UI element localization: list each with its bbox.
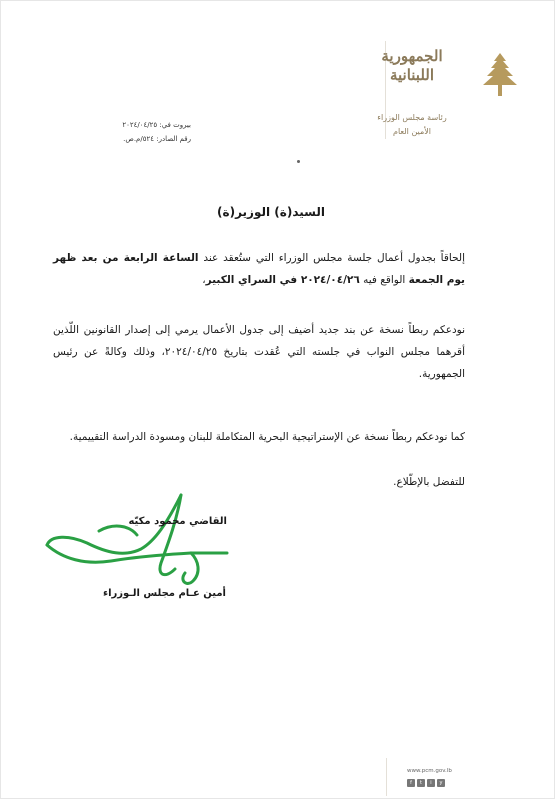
secretary-general-line: الأمين العام [392,127,432,136]
footer-divider [386,758,387,796]
social-icons [407,779,445,787]
paragraph-2: نودعكم ربطاً نسخة عن بند جديد أضيف إلى جدول الأعمال يرمي إلى إصدار القانونين اللّذين أقرهما مجلس النواب في جلسته التي عُقدت بتاريخ ٢٠٢٤/٠٤/٢٥، وذلك وكالةً عن رئيس الجمهورية. [53,324,465,380]
republic-line-1: الجمهورية [381,47,443,65]
paragraph-1-text-c: ، [202,274,206,286]
closing-line: للتفضل بالإطّلاع. [393,476,465,488]
facebook-icon[interactable]: f [407,779,415,787]
salutation: السيد(ة) الوزير(ة) [217,205,325,219]
presidency-line: رئاسة مجلس الوزراء [377,113,447,122]
paragraph-1-bold-time: الساعة الرابعة من بعد ظهر يوم الجمعة [53,252,465,286]
youtube-icon[interactable]: y [437,779,445,787]
paragraph-3: كما نودعكم ربطاً نسخة عن الإستراتيجية البحرية المتكاملة للبنان ومسودة الدراسة التقييمية. [69,431,465,443]
website-link[interactable]: www.pcm.gov.lb [407,768,452,774]
reference-number: رقم الصادر: ٥٢٤/م.ص. [123,135,191,143]
instagram-icon[interactable]: i [427,779,435,787]
cedar-tree-icon [475,51,525,99]
letter-date: بيروت في: ٢٠٢٤/٠٤/٢٥ [122,121,191,129]
handwritten-signature [41,483,231,593]
paragraph-1-text-b: الواقع فيه [359,274,409,286]
signatory-title: أمين عـام مجلس الـوزراء [102,588,226,599]
republic-line-2: اللبنانية [389,66,435,84]
signatory-name: القاضي محمود مكيّه [128,516,227,527]
twitter-icon[interactable]: t [417,779,425,787]
paragraph-1 [53,247,465,291]
paragraph-1-bold-date: ٢٠٢٤/٠٤/٢٦ في السراي الكبير [205,274,360,286]
paragraph-1-text-a: إلحاقاً بجدول أعمال جلسة مجلس الوزراء التي ستُعقد عند [198,252,465,264]
republic-title [362,47,462,85]
divider-dot [297,160,300,163]
